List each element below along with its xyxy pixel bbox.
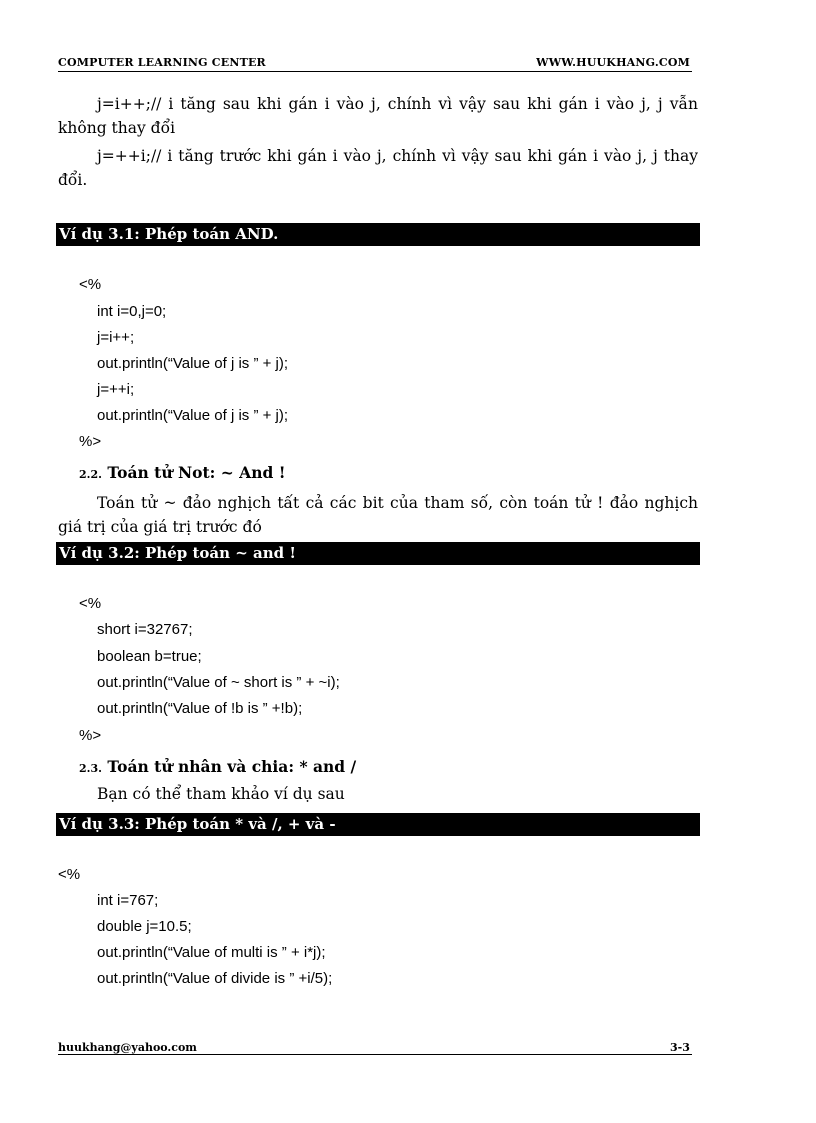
code-line: out.println(“Value of j is ” + j); bbox=[97, 355, 289, 372]
section-2-2-body: Toán tử ~ đảo nghịch tất cả các bit của tham số, còn toán tử ! đảo nghịch giá trị của giá trị trước đó bbox=[58, 494, 698, 536]
section-2-2-heading bbox=[79, 463, 286, 482]
code-line: short i=32767; bbox=[97, 621, 193, 638]
section-title: Toán tử Not: ~ And ! bbox=[107, 463, 286, 482]
section-number: 2.3. bbox=[79, 762, 102, 775]
section-2-3-body: Bạn có thể tham khảo ví dụ sau bbox=[97, 785, 345, 803]
code-line: %> bbox=[79, 433, 102, 450]
section-title: Toán tử nhân và chia: * and / bbox=[107, 757, 357, 776]
code-line: boolean b=true; bbox=[97, 648, 202, 665]
code-line: out.println(“Value of multi is ” + i*j); bbox=[97, 944, 326, 961]
footer-rule bbox=[58, 1054, 692, 1055]
example-3-1-title-bar: Ví dụ 3.1: Phép toán AND. bbox=[56, 223, 700, 246]
code-line: <% bbox=[58, 866, 81, 883]
footer-email: huukhang@yahoo.com bbox=[58, 1041, 197, 1054]
code-line: double j=10.5; bbox=[97, 918, 192, 935]
code-line: <% bbox=[79, 276, 102, 293]
section-2-3-heading bbox=[79, 757, 356, 776]
section-number: 2.2. bbox=[79, 468, 102, 481]
header-rule bbox=[58, 71, 692, 72]
intro-paragraph-1: j=i++;// i tăng sau khi gán i vào j, chính vì vậy sau khi gán i vào j, j vẫn không thay đổi bbox=[58, 95, 698, 137]
code-line: out.println(“Value of j is ” + j); bbox=[97, 407, 289, 424]
code-line: %> bbox=[79, 727, 102, 744]
footer-page-number: 3-3 bbox=[670, 1041, 690, 1054]
intro-paragraph-2: j=++i;// i tăng trước khi gán i vào j, chính vì vậy sau khi gán i vào j, j thay đổi. bbox=[58, 147, 698, 189]
header-right-text: WWW.HUUKHANG.COM bbox=[536, 56, 690, 69]
code-line: j=++i; bbox=[97, 381, 135, 398]
example-3-2-title-bar: Ví dụ 3.2: Phép toán ~ and ! bbox=[56, 542, 700, 565]
code-line: int i=0,j=0; bbox=[97, 303, 167, 320]
example-3-3-title-bar: Ví dụ 3.3: Phép toán * và /, + và - bbox=[56, 813, 700, 836]
code-line: int i=767; bbox=[97, 892, 159, 909]
code-line: out.println(“Value of divide is ” +i/5); bbox=[97, 970, 333, 987]
code-line: <% bbox=[79, 595, 102, 612]
code-line: out.println(“Value of ~ short is ” + ~i); bbox=[97, 674, 340, 691]
code-line: j=i++; bbox=[97, 329, 135, 346]
header-left-text: COMPUTER LEARNING CENTER bbox=[58, 56, 266, 69]
code-line: out.println(“Value of !b is ” +!b); bbox=[97, 700, 303, 717]
